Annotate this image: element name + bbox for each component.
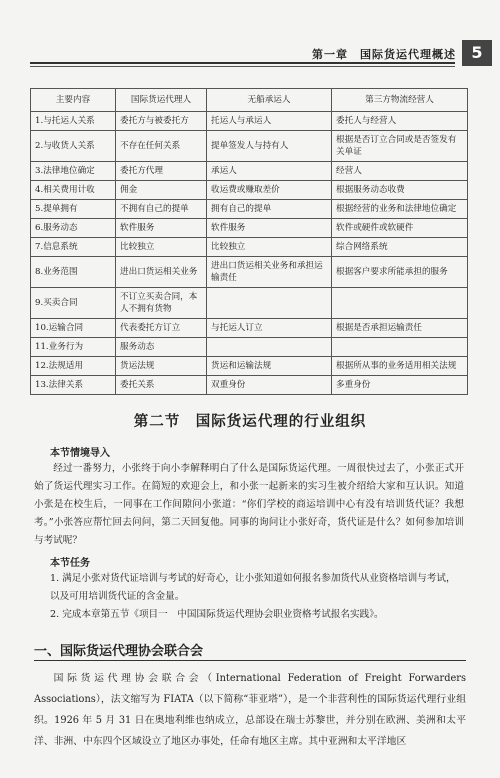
table-cell: 多重身份 xyxy=(332,376,468,395)
table-cell: 3.法律地位确定 xyxy=(31,162,116,181)
header-rule-thin xyxy=(30,66,455,67)
table-cell: 进出口货运相关业务和承担运输责任 xyxy=(207,257,332,288)
table-cell: 提单签发人与持有人 xyxy=(207,131,332,162)
table-cell xyxy=(207,288,332,319)
table-row xyxy=(31,200,468,219)
table-cell: 委托人与经营人 xyxy=(332,112,468,131)
intro-heading: 本节情境导入 xyxy=(50,448,110,459)
table-cell: 根据经营的业务和法律地位确定 xyxy=(332,200,468,219)
table-cell: 12.法规适用 xyxy=(31,357,116,376)
table-header-row xyxy=(31,89,468,112)
table-row xyxy=(31,338,468,357)
table-cell: 不订立买卖合同，本人不拥有货物 xyxy=(116,288,207,319)
table-cell: 软件或硬件或软硬件 xyxy=(332,219,468,238)
table-cell: 13.法律关系 xyxy=(31,376,116,395)
table-cell: 5.提单拥有 xyxy=(31,200,116,219)
task-heading: 本节任务 xyxy=(50,558,90,569)
table-row xyxy=(31,181,468,200)
table-row xyxy=(31,319,468,338)
table-row xyxy=(31,357,468,376)
table-cell xyxy=(332,338,468,357)
intro-paragraph: 经过一番努力，小张终于向小李解释明白了什么是国际货运代理。一周很快过去了，小张正式开始了货运代理实习工作。在简短的欢迎会上，和小张一起新来的实习生被介绍给大家和互认识。知道小张是在校生后，一同事在工作间隙问小张道：“你们学校的商运培训中心有没有培训货代证？我想考。”小张答应帮忙回去问问，第二天回复他。同事的询问让小张好奇，货代证是什么？如何参加培训与考试呢？ xyxy=(34,463,464,546)
table-header-cell: 主要内容 xyxy=(31,89,116,112)
table-cell: 经营人 xyxy=(332,162,468,181)
table-cell: 9.买卖合同 xyxy=(31,288,116,319)
table-row xyxy=(31,162,468,181)
table-cell: 比较独立 xyxy=(116,238,207,257)
table-row xyxy=(31,238,468,257)
table-cell: 根据是否订立合同或是否签发有关单证 xyxy=(332,131,468,162)
table-cell: 代表委托方订立 xyxy=(116,319,207,338)
table-cell: 佣金 xyxy=(116,181,207,200)
table-cell: 委托方代理 xyxy=(116,162,207,181)
table-cell: 承运人 xyxy=(207,162,332,181)
table-cell: 11.业务行为 xyxy=(31,338,116,357)
table-cell: 委托方与被委托方 xyxy=(116,112,207,131)
table-cell: 7.信息系统 xyxy=(31,238,116,257)
table-cell: 比较独立 xyxy=(207,238,332,257)
table-cell: 根据是否承担运输责任 xyxy=(332,319,468,338)
table-cell: 根据所从事的业务适用相关法规 xyxy=(332,357,468,376)
table-cell: 2.与收货人关系 xyxy=(31,131,116,162)
table-header-cell: 无船承运人 xyxy=(207,89,332,112)
table-header-cell: 国际货运代理人 xyxy=(116,89,207,112)
table-cell: 收运费或赚取差价 xyxy=(207,181,332,200)
table-cell: 不存在任何关系 xyxy=(116,131,207,162)
table-header-cell: 第三方物流经营人 xyxy=(332,89,468,112)
table-cell: 货运法规 xyxy=(116,357,207,376)
table-cell: 双重身份 xyxy=(207,376,332,395)
table-cell xyxy=(207,338,332,357)
table-cell: 根据服务动态收费 xyxy=(332,181,468,200)
table-row xyxy=(31,112,468,131)
table-cell: 与托运人订立 xyxy=(207,319,332,338)
table-cell: 不拥有自己的提单 xyxy=(116,200,207,219)
page-number: 5 xyxy=(462,40,492,66)
table-cell: 8.业务范围 xyxy=(31,257,116,288)
table-row xyxy=(31,257,468,288)
table-row xyxy=(31,376,468,395)
table-cell: 拥有自己的提单 xyxy=(207,200,332,219)
table-row xyxy=(31,288,468,319)
table-cell: 进出口货运相关业务 xyxy=(116,257,207,288)
body-paragraph: 国际货运代理协会联合会（International Federation of Freight Forwarders Associations），法文缩写为 FIATA（以下简称“菲亚塔”），是一个非营利性的国际货运代理行业组织。1926 年 5 月 31 日在奥地利维也纳成立，总部设在瑞士苏黎世，并分别在欧洲、美洲和太平洋、非洲、中东四个区域设立了地区办事处，任命有地区主席。其中亚洲和太平洋地区 xyxy=(34,673,466,747)
task-item-2: 2. 完成本章第五节《项目一 中国国际货运代理协会职业资格考试报名实践》。 xyxy=(50,609,384,620)
section-title: 第二节 国际货运代理的行业组织 xyxy=(133,414,367,430)
subsection-title: 一、国际货运代理协会联合会 xyxy=(34,644,204,659)
subsection-rule xyxy=(34,660,466,661)
task-item-1: 1. 满足小张对货代证培训与考试的好奇心，让小张知道如何报名参加货代从业资格培训与考试，以及可用培训货代证的含金量。 xyxy=(50,573,456,602)
header-rule xyxy=(30,62,455,64)
table-cell: 4.相关费用计收 xyxy=(31,181,116,200)
table-cell: 1.与托运人关系 xyxy=(31,112,116,131)
table-cell: 10.运输合同 xyxy=(31,319,116,338)
table-cell: 根据客户要求所能承担的服务 xyxy=(332,257,468,288)
chapter-title: 第一章 国际货运代理概述 xyxy=(312,48,456,61)
table-cell: 综合网络系统 xyxy=(332,238,468,257)
table-row xyxy=(31,219,468,238)
table-body xyxy=(31,112,468,395)
comparison-table xyxy=(30,88,468,395)
table-cell: 托运人与承运人 xyxy=(207,112,332,131)
table-row xyxy=(31,131,468,162)
table-cell: 服务动态 xyxy=(116,338,207,357)
table-cell: 委托关系 xyxy=(116,376,207,395)
table-cell: 6.服务动态 xyxy=(31,219,116,238)
table-cell xyxy=(332,288,468,319)
table-cell: 软件服务 xyxy=(116,219,207,238)
table-cell: 软件服务 xyxy=(207,219,332,238)
table-cell: 货运和运输法规 xyxy=(207,357,332,376)
